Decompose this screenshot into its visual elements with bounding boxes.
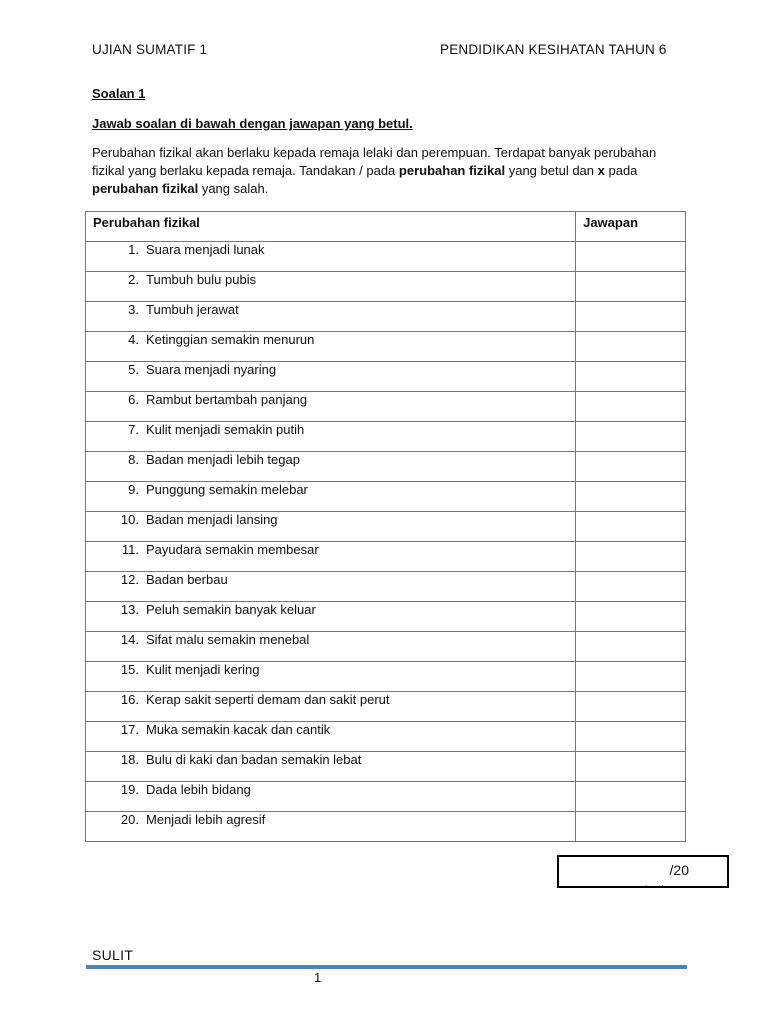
table-row <box>86 452 686 482</box>
answer-cell[interactable] <box>576 542 686 572</box>
physical-change-cell <box>86 662 576 692</box>
physical-change-cell <box>86 812 576 842</box>
physical-change-cell <box>86 692 576 722</box>
item-number: 7. <box>128 422 139 437</box>
table-row <box>86 332 686 362</box>
physical-change-cell <box>86 422 576 452</box>
table-row <box>86 482 686 512</box>
answer-cell[interactable] <box>576 512 686 542</box>
table-row <box>86 722 686 752</box>
score-dots: . . <box>645 879 670 888</box>
answer-cell[interactable] <box>576 482 686 512</box>
physical-change-cell <box>86 482 576 512</box>
table-row <box>86 272 686 302</box>
item-number: 15. <box>120 662 139 677</box>
physical-change-cell <box>86 572 576 602</box>
page-number: 1 <box>314 970 322 985</box>
item-number: 19. <box>120 782 139 797</box>
intro-paragraph <box>92 144 692 198</box>
physical-change-cell <box>86 782 576 812</box>
item-text: Badan berbau <box>146 572 228 587</box>
answer-cell[interactable] <box>576 242 686 272</box>
table-row <box>86 422 686 452</box>
answer-cell[interactable] <box>576 602 686 632</box>
item-text: Dada lebih bidang <box>146 782 251 797</box>
table-row <box>86 572 686 602</box>
item-text: Sifat malu semakin menebal <box>146 632 310 647</box>
physical-change-cell <box>86 752 576 782</box>
item-text: Suara menjadi lunak <box>146 242 265 257</box>
item-number: 11. <box>121 542 139 557</box>
table-row <box>86 632 686 662</box>
physical-change-cell <box>86 512 576 542</box>
answer-cell[interactable] <box>576 662 686 692</box>
item-number: 12. <box>120 572 139 587</box>
answer-cell[interactable] <box>576 632 686 662</box>
item-text: Tumbuh bulu pubis <box>146 272 257 287</box>
item-number: 16. <box>120 692 139 707</box>
intro-bold-3: perubahan fizikal <box>92 181 199 196</box>
footer-divider <box>86 965 687 969</box>
physical-change-cell <box>86 602 576 632</box>
answer-cell[interactable] <box>576 692 686 722</box>
item-number: 17. <box>120 722 139 737</box>
score-total: /20 <box>669 862 689 878</box>
intro-bold-2: x <box>597 163 605 178</box>
answer-cell[interactable] <box>576 782 686 812</box>
answer-cell[interactable] <box>576 752 686 782</box>
item-number: 20. <box>120 812 139 827</box>
column-header-change: Perubahan fizikal <box>86 212 576 242</box>
item-text: Payudara semakin membesar <box>146 542 319 557</box>
answer-cell[interactable] <box>576 572 686 602</box>
answer-cell[interactable] <box>576 302 686 332</box>
item-text: Kulit menjadi kering <box>146 662 260 677</box>
score-box <box>557 855 729 888</box>
item-text: Menjadi lebih agresif <box>146 812 266 827</box>
item-text: Bulu di kaki dan badan semakin lebat <box>146 752 362 767</box>
table-row <box>86 812 686 842</box>
answer-cell[interactable] <box>576 272 686 302</box>
physical-change-cell <box>86 302 576 332</box>
intro-part-1: Perubahan fizikal akan berlaku kepada remaja lelaki dan perempuan. Terdapat banyak perubahan fizikal yang berlaku kepada remaja. Tandakan / pada <box>92 145 657 178</box>
table-row <box>86 782 686 812</box>
table-row <box>86 392 686 422</box>
answer-cell[interactable] <box>576 332 686 362</box>
header-subject-test: UJIAN SUMATIF 1 <box>92 42 208 57</box>
item-text: Suara menjadi nyaring <box>146 362 277 377</box>
answer-cell[interactable] <box>576 392 686 422</box>
table-row <box>86 362 686 392</box>
question-title: Soalan 1 <box>92 86 146 101</box>
physical-change-cell <box>86 542 576 572</box>
answer-cell[interactable] <box>576 362 686 392</box>
item-number: 4. <box>128 332 139 347</box>
table-row <box>86 692 686 722</box>
item-text: Muka semakin kacak dan cantik <box>146 722 331 737</box>
table-row <box>86 542 686 572</box>
table-row <box>86 662 686 692</box>
physical-change-cell <box>86 362 576 392</box>
physical-change-cell <box>86 242 576 272</box>
table-row <box>86 752 686 782</box>
item-text: Peluh semakin banyak keluar <box>146 602 316 617</box>
item-number: 1. <box>128 242 139 257</box>
item-text: Tumbuh jerawat <box>146 302 239 317</box>
intro-part-2: yang betul dan <box>505 163 598 178</box>
item-number: 14. <box>120 632 139 647</box>
item-text: Kulit menjadi semakin putih <box>146 422 305 437</box>
item-number: 8. <box>128 452 139 467</box>
item-number: 3. <box>128 302 139 317</box>
physical-change-cell <box>86 722 576 752</box>
item-text: Kerap sakit seperti demam dan sakit perut <box>146 692 390 707</box>
physical-change-cell <box>86 332 576 362</box>
item-text: Rambut bertambah panjang <box>146 392 308 407</box>
table-row <box>86 512 686 542</box>
intro-part-4: yang salah. <box>198 181 269 196</box>
item-number: 2. <box>128 272 139 287</box>
answer-cell[interactable] <box>576 812 686 842</box>
header-subject-name: PENDIDIKAN KESIHATAN TAHUN 6 <box>440 42 667 57</box>
answer-cell[interactable] <box>576 452 686 482</box>
item-number: 10. <box>120 512 139 527</box>
item-number: 18. <box>120 752 139 767</box>
question-table <box>85 211 686 842</box>
item-number: 5. <box>128 362 139 377</box>
physical-change-cell <box>86 452 576 482</box>
table-row <box>86 602 686 632</box>
item-text: Ketinggian semakin menurun <box>146 332 315 347</box>
physical-change-cell <box>86 392 576 422</box>
table-header-row <box>86 212 686 242</box>
column-header-answer: Jawapan <box>576 212 686 242</box>
table-row <box>86 242 686 272</box>
item-number: 6. <box>128 392 139 407</box>
physical-change-cell <box>86 632 576 662</box>
footer-classification: SULIT <box>92 947 134 963</box>
item-number: 13. <box>120 602 139 617</box>
answer-cell[interactable] <box>576 422 686 452</box>
answer-cell[interactable] <box>576 722 686 752</box>
table-row <box>86 302 686 332</box>
intro-bold-1: perubahan fizikal <box>398 163 506 178</box>
intro-part-3: pada <box>604 163 638 178</box>
item-number: 9. <box>128 482 139 497</box>
item-text: Punggung semakin melebar <box>146 482 308 497</box>
item-text: Badan menjadi lebih tegap <box>146 452 300 467</box>
physical-change-cell <box>86 272 576 302</box>
instruction-text: Jawab soalan di bawah dengan jawapan yang betul. <box>92 116 413 131</box>
item-text: Badan menjadi lansing <box>146 512 278 527</box>
